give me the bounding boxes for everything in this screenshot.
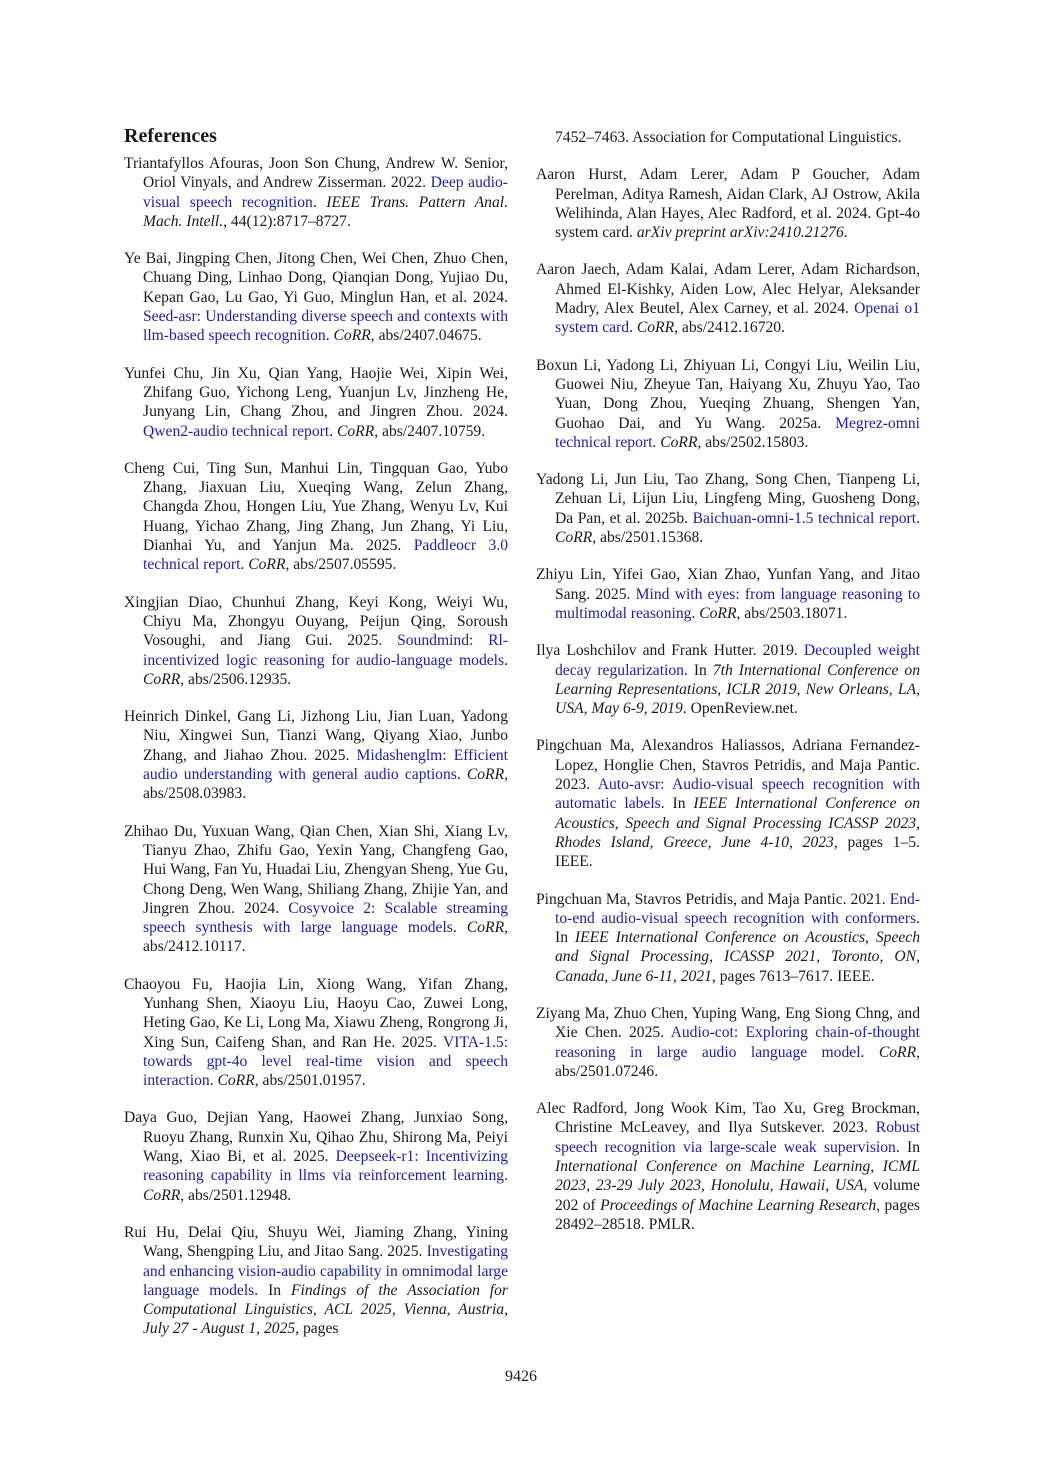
reference-authors: Ziyang Ma, Zhuo Chen, Yuping Wang, Eng Siong Chng, and Xie Chen. 2025. bbox=[536, 1004, 920, 1042]
reference-entry bbox=[124, 154, 508, 231]
reference-authors: Ilya Loshchilov and Frank Hutter. 2019. bbox=[536, 642, 804, 660]
reference-venue: CoRR bbox=[217, 1072, 255, 1090]
reference-venue: CoRR bbox=[660, 433, 698, 451]
reference-details: , abs/2407.04675. bbox=[370, 327, 482, 345]
reference-separator: . bbox=[456, 766, 467, 784]
reference-entry bbox=[124, 1108, 508, 1204]
reference-authors: Chaoyou Fu, Haojia Lin, Xiong Wang, Yifan Zhang, Yunhang Shen, Xiaoyu Liu, Haoyu Cao, Zuwei Long, Heting Gao, Ke Li, Long Ma, Xiawu Zheng, Rongrong Ji, Xing Sun, Caifeng Shan, and Ran He. 2025. bbox=[124, 975, 508, 1051]
reference-authors: Pingchuan Ma, Stavros Petridis, and Maja Pantic. 2021. bbox=[536, 890, 890, 908]
reference-title-link[interactable]: Qwen2-audio technical report bbox=[143, 422, 330, 440]
reference-venue: CoRR bbox=[333, 327, 371, 345]
reference-authors: Heinrich Dinkel, Gang Li, Jizhong Liu, Jian Luan, Yadong Niu, Xingwei Sun, Tianzi Wang, Qiyang Xiao, Junbo Zhang, and Jiahao Zhou. 2025. bbox=[124, 708, 508, 764]
reference-title-link[interactable]: Mind with eyes: from language reasoning to multimodal reasoning bbox=[555, 585, 921, 622]
reference-entry bbox=[124, 459, 508, 575]
reference-details: , volume 202 of bbox=[555, 1177, 920, 1214]
reference-title-link[interactable]: Paddleocr 3.0 technical report bbox=[143, 537, 509, 574]
reference-title-link[interactable]: Audio-cot: Exploring chain-of-thought reasoning in large audio language model bbox=[555, 1024, 920, 1061]
reference-details: , abs/2501.01957. bbox=[254, 1072, 366, 1090]
reference-title-link[interactable]: Seed-asr: Understanding diverse speech and contexts with llm-based speech recognition bbox=[143, 308, 508, 345]
reference-entry bbox=[536, 470, 920, 547]
reference-title-link[interactable]: Baichuan-omni-1.5 technical report bbox=[692, 509, 917, 527]
reference-entry bbox=[124, 822, 508, 957]
reference-authors: Zhiyu Lin, Yifei Gao, Xian Zhao, Yunfan Yang, and Jitao Sang. 2025. bbox=[536, 566, 920, 603]
reference-entry bbox=[536, 1004, 920, 1081]
reference-details: , abs/2412.16720. bbox=[674, 319, 785, 337]
reference-entry bbox=[124, 249, 508, 345]
left-column bbox=[124, 124, 508, 1357]
reference-details: , abs/2502.15803. bbox=[697, 433, 809, 451]
reference-title-link[interactable]: Openai o1 system card bbox=[555, 300, 921, 337]
reference-authors: Daya Guo, Dejian Yang, Haowei Zhang, Junxiao Song, Ruoyu Zhang, Runxin Xu, Qihao Zhu, Shirong Ma, Peiyi Wang, Xiao Bi, et al. 2025. bbox=[124, 1109, 508, 1166]
reference-title-link[interactable]: Soundmind: Rl-incentivized logic reasoning for audio-language models bbox=[143, 632, 508, 669]
reference-separator: . bbox=[691, 604, 700, 622]
reference-entry bbox=[124, 364, 508, 441]
reference-venue: CoRR bbox=[699, 604, 737, 622]
reference-entry bbox=[536, 260, 920, 337]
reference-separator: . bbox=[504, 1167, 508, 1185]
reference-separator: . bbox=[916, 509, 920, 527]
reference-separator: . bbox=[209, 1072, 218, 1090]
reference-details: , pages 1–5. IEEE. bbox=[555, 833, 920, 871]
reference-details: , pages 7613–7617. IEEE. bbox=[711, 967, 875, 985]
reference-separator: . In bbox=[254, 1281, 291, 1299]
reference-entry bbox=[124, 1223, 508, 1339]
reference-authors: Triantafyllos Afouras, Joon Son Chung, Andrew W. Senior, Oriol Vinyals, and Andrew Zisserman. 2022. bbox=[124, 155, 508, 192]
reference-entry bbox=[536, 890, 920, 986]
reference-separator: . bbox=[652, 433, 661, 451]
left-reference-list bbox=[124, 154, 508, 1339]
reference-details: , abs/2503.18071. bbox=[736, 604, 848, 622]
page-number: 9426 bbox=[505, 1368, 537, 1385]
reference-venue: CoRR bbox=[636, 319, 675, 337]
reference-authors: Alec Radford, Jong Wook Kim, Tao Xu, Greg Brockman, Christine McLeavey, and Ilya Sutskever. 2023. bbox=[536, 1100, 920, 1137]
reference-details: , pages bbox=[295, 1320, 339, 1338]
reference-title-link[interactable]: Midashenglm: Efficient audio understanding with general audio captions bbox=[143, 746, 508, 784]
reference-title-link[interactable]: Cosyvoice 2: Scalable streaming speech synthesis with large language models bbox=[143, 899, 508, 937]
reference-authors: Rui Hu, Delai Qiu, Shuyu Wei, Jiaming Zhang, Yining Wang, Shengping Liu, and Jitao Sang. 2025. bbox=[124, 1223, 508, 1261]
reference-separator: . bbox=[312, 193, 327, 211]
reference-venue: arXiv preprint arXiv:2410.21276 bbox=[636, 224, 844, 242]
reference-details: . bbox=[843, 224, 848, 242]
reference-venue: CoRR bbox=[336, 422, 375, 440]
reference-venue: IEEE Trans. Pattern Anal. Mach. Intell. bbox=[143, 193, 509, 230]
reference-separator: . bbox=[325, 327, 334, 345]
reference-details: , 44(12):8717–8727. bbox=[223, 212, 351, 230]
reference-venue: 7th International Conference on Learning Representations, ICLR 2019, New Orleans, LA, USA, May 6-9, 2019 bbox=[555, 661, 920, 718]
reference-authors: Pingchuan Ma, Alexandros Haliassos, Adriana Fernandez-Lopez, Honglie Chen, Stavros Petridis, and Maja Pantic. 2023. bbox=[536, 737, 920, 794]
reference-continuation: 7452–7463. Association for Computational Linguistics. bbox=[555, 129, 902, 146]
reference-separator: . bbox=[504, 651, 508, 669]
reference-details: , abs/2508.03983. bbox=[143, 766, 509, 803]
reference-separator: . In bbox=[660, 795, 694, 813]
reference-title-link[interactable]: Auto-avsr: Audio-visual speech recognition with automatic labels bbox=[555, 776, 920, 813]
reference-separator: . bbox=[329, 422, 337, 440]
reference-venue: IEEE International Conference on Acoustics, Speech and Signal Processing, ICASSP 2021, Toronto, ON, Canada, June 6-11, 2021 bbox=[555, 929, 921, 985]
reference-entry bbox=[536, 1099, 920, 1234]
reference-title-link[interactable]: Deepseek-r1: Incentivizing reasoning capability in llms via reinforcement learning bbox=[143, 1148, 508, 1185]
reference-entry bbox=[124, 593, 508, 689]
reference-details: , abs/2407.10759. bbox=[374, 422, 486, 440]
reference-authors: Xingjian Diao, Chunhui Zhang, Keyi Kong, Weiyi Wu, Chiyu Ma, Zhongyu Ouyang, Peijun Qing, Soroush Vosoughi, and Jiang Gui. 2025. bbox=[124, 593, 508, 650]
reference-separator: . bbox=[240, 556, 249, 574]
reference-title-link[interactable]: Megrez-omni technical report bbox=[555, 414, 920, 451]
reference-title-link[interactable]: Robust speech recognition via large-scale weak supervision bbox=[555, 1119, 920, 1156]
reference-venue: International Conference on Machine Learning, ICML 2023, 23-29 July 2023, Honolulu, Hawaii, USA bbox=[555, 1158, 920, 1195]
reference-separator: . In bbox=[555, 909, 920, 947]
reference-venue: CoRR bbox=[555, 529, 593, 547]
reference-separator: . bbox=[452, 919, 467, 937]
reference-details: , abs/2506.12935. bbox=[180, 670, 292, 688]
reference-details: , abs/2501.07246. bbox=[555, 1043, 920, 1080]
reference-title-link[interactable]: Investigating and enhancing vision-audio capability in omnimodal large language models bbox=[143, 1243, 508, 1299]
reference-authors: Yadong Li, Jun Liu, Tao Zhang, Song Chen, Tianpeng Li, Zehuan Li, Lijun Liu, Lingfeng Ming, Guosheng Dong, Da Pan, et al. 2025b. bbox=[536, 471, 920, 527]
right-column bbox=[536, 128, 920, 1252]
reference-authors: Aaron Jaech, Adam Kalai, Adam Lerer, Adam Richardson, Ahmed El-Kishky, Aiden Low, Alec Helyar, Aleksander Madry, Alex Beutel, Alex Carney, et al. 2024. bbox=[536, 261, 920, 318]
reference-venue: Findings of the Association for Computational Linguistics, ACL 2025, Vienna, Austria, July 27 - August 1, 2025 bbox=[143, 1281, 509, 1338]
reference-details: . OpenReview.net. bbox=[682, 700, 798, 718]
reference-title-link[interactable]: End-to-end audio-visual speech recognition with conformers bbox=[555, 890, 920, 927]
reference-venue: CoRR bbox=[248, 556, 286, 574]
reference-separator: . bbox=[629, 319, 637, 337]
reference-venue: CoRR bbox=[466, 766, 505, 784]
reference-details: , abs/2507.05595. bbox=[285, 556, 397, 574]
reference-entry bbox=[536, 736, 920, 871]
reference-separator: . In bbox=[683, 661, 713, 679]
reference-authors: Cheng Cui, Ting Sun, Manhui Lin, Tingquan Gao, Yubo Zhang, Jiaxuan Liu, Xueqing Wang, Zelun Zhang, Changda Zhou, Hongen Liu, Yue Zhang, Wenyu Lv, Kui Huang, Yichao Zhang, Jing Zhang, Jun Zhang, Yi Liu, Dianhai Yu, and Yanjun Ma. 2025. bbox=[124, 459, 508, 555]
reference-separator: . In bbox=[895, 1138, 920, 1156]
reference-authors: Ye Bai, Jingping Chen, Jitong Chen, Wei Chen, Zhuo Chen, Chuang Ding, Linhao Dong, Qianqian Dong, Yujiao Du, Kepan Gao, Lu Gao, Yi Guo, Minglun Han, et al. 2024. bbox=[124, 250, 508, 306]
reference-authors: Boxun Li, Yadong Li, Zhiyuan Li, Congyi Liu, Weilin Liu, Guowei Niu, Zheyue Tan, Haiyang Xu, Zhuyu Yao, Tao Yuan, Dong Zhou, Yueqing Zhuang, Shengen Yan, Guohao Dai, and Yu Wang. 2025a. bbox=[536, 356, 920, 432]
reference-details: , abs/2412.10117. bbox=[143, 919, 508, 956]
reference-separator: . bbox=[860, 1043, 879, 1061]
reference-venue: CoRR bbox=[878, 1043, 917, 1061]
reference-pages: , pages 28492–28518. PMLR. bbox=[555, 1196, 920, 1233]
right-reference-list bbox=[536, 165, 920, 1234]
reference-authors: Aaron Hurst, Adam Lerer, Adam P Goucher, Adam Perelman, Aditya Ramesh, Aidan Clark, AJ Ostrow, Akila Welihinda, Alan Hayes, Alec Radford, et al. 2024. Gpt-4o system card. bbox=[536, 166, 920, 242]
reference-entry bbox=[124, 975, 508, 1091]
reference-title-link[interactable]: Deep audio-visual speech recognition bbox=[143, 174, 508, 211]
reference-entry bbox=[536, 165, 920, 242]
reference-authors: Yunfei Chu, Jin Xu, Qian Yang, Haojie Wei, Xipin Wei, Zhifang Guo, Yichong Leng, Yuanjun Lv, Jinzheng He, Junyang Lin, Chang Zhou, and Jingren Zhou. 2024. bbox=[124, 364, 508, 421]
reference-venue: CoRR bbox=[466, 919, 505, 937]
reference-entry bbox=[536, 641, 920, 718]
reference-title-link[interactable]: VITA-1.5: towards gpt-4o level real-time vision and speech interaction bbox=[143, 1033, 508, 1090]
reference-entry bbox=[536, 565, 920, 623]
reference-series: Proceedings of Machine Learning Research bbox=[600, 1196, 877, 1214]
reference-title-link[interactable]: Decoupled weight decay regularization bbox=[555, 642, 920, 679]
reference-details: , abs/2501.15368. bbox=[592, 529, 704, 547]
reference-authors: Zhihao Du, Yuxuan Wang, Qian Chen, Xian Shi, Xiang Lv, Tianyu Zhao, Zhifu Gao, Yexin Yang, Changfeng Gao, Hui Wang, Fan Yu, Huadai Liu, Zhengyan Sheng, Yue Gu, Chong Deng, Wen Wang, Shiliang Zhang, Zhijie Yan, and Jingren Zhou. 2024. bbox=[124, 822, 508, 917]
reference-venue: CoRR bbox=[143, 1186, 181, 1204]
references-heading: References bbox=[124, 125, 217, 147]
reference-venue: CoRR bbox=[143, 670, 181, 688]
reference-entry bbox=[124, 707, 508, 803]
reference-venue: IEEE International Conference on Acoustics, Speech and Signal Processing ICASSP 2023, Rhodes Island, Greece, June 4-10, 2023 bbox=[555, 795, 921, 851]
reference-entry bbox=[536, 356, 920, 452]
reference-details: , abs/2501.12948. bbox=[180, 1186, 292, 1204]
